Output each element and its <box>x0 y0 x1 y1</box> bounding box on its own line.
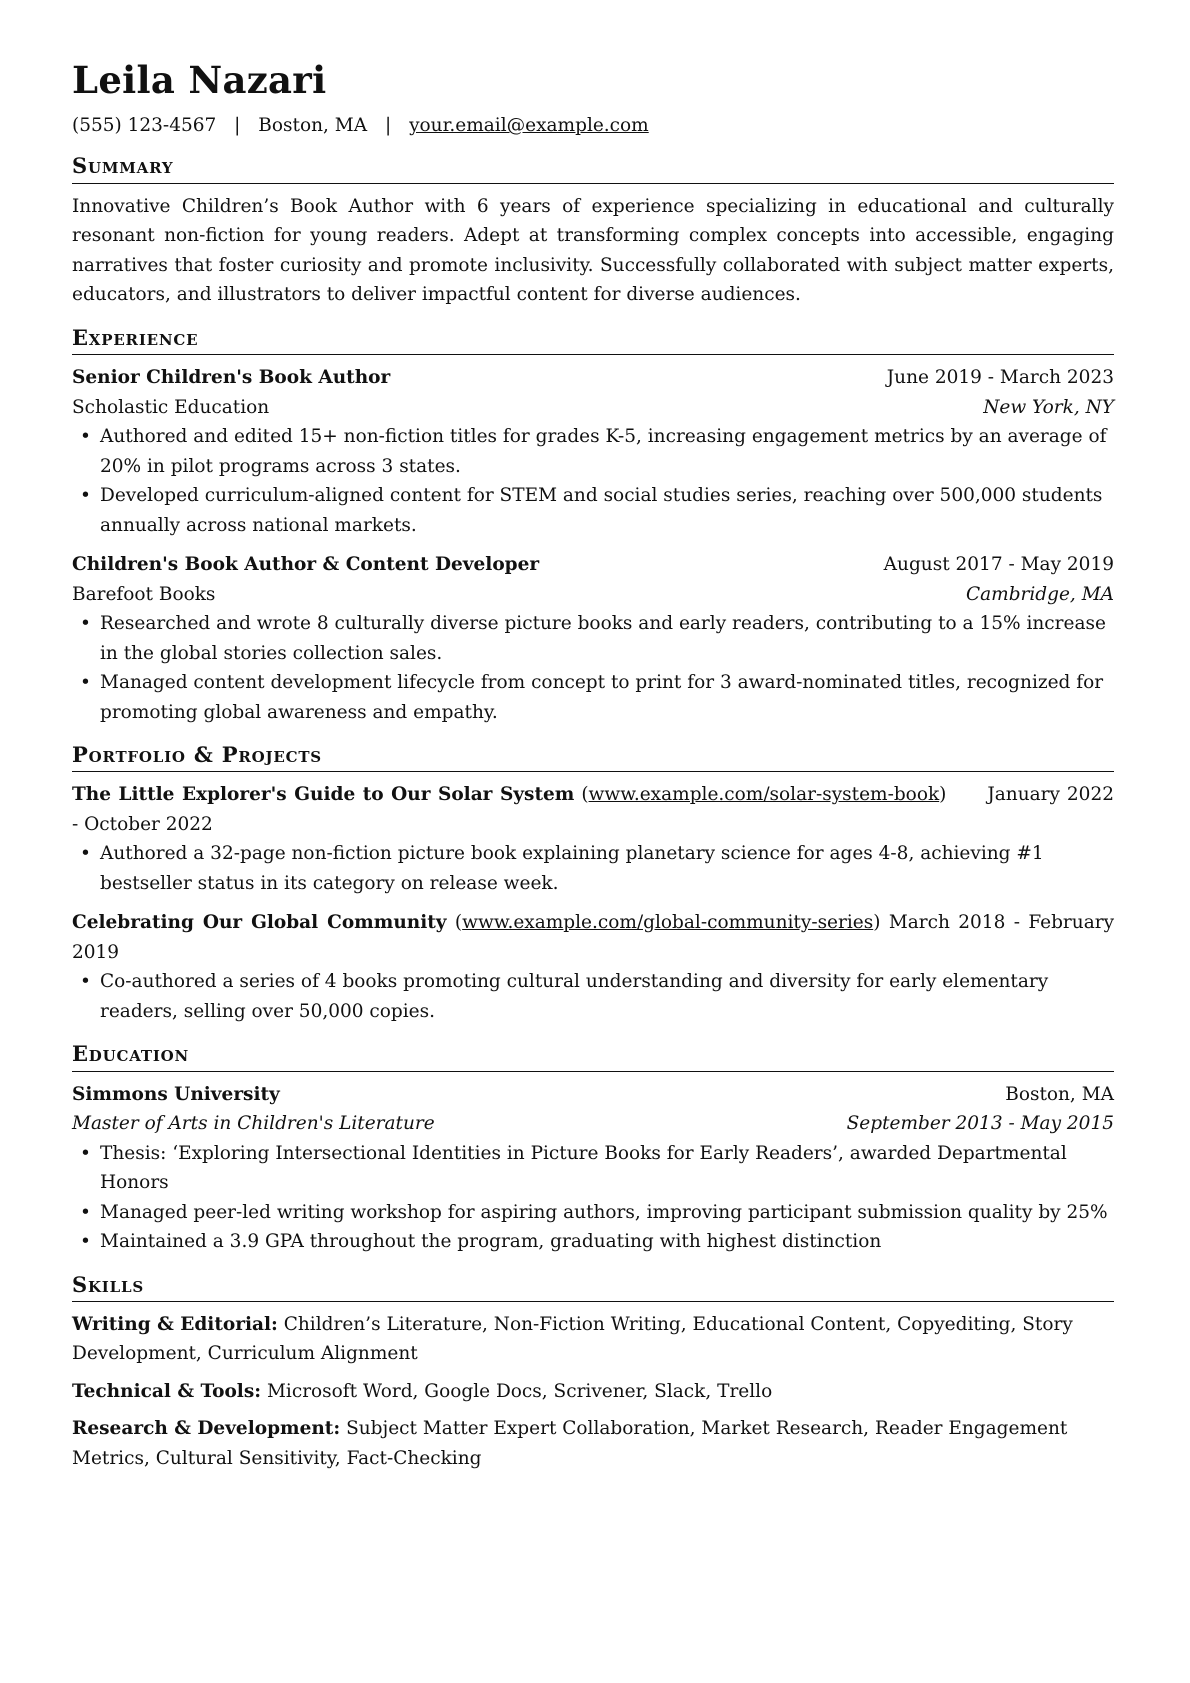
job-role: Senior Children's Book Author <box>72 367 391 389</box>
school-name: Simmons University <box>72 1083 280 1105</box>
summary-text: Innovative Children’s Book Author with 6 years of experience specializing in educational and culturally resonant non-fiction for young readers. Adept at transforming complex concepts into accessible, engaging narratives that foster curiosity and promote inclusivity. Successfully collaborated with subject matter experts, educators, and illustrators to deliver impactful content for diverse audiences. <box>72 195 1114 306</box>
education-section <box>72 1040 1114 1256</box>
skill-group <box>72 1310 1114 1369</box>
bullet-item: • Maintained a 3.9 GPA throughout the program, graduating with highest distinction <box>72 1227 1114 1257</box>
projects-section <box>72 741 1114 1026</box>
job-company: Scholastic Education <box>72 396 270 418</box>
bullet-item: • Managed content development lifecycle from concept to print for 3 award-nominated titles, recognized for promoting global awareness and empathy. <box>72 668 1114 727</box>
bullet-item: • Researched and wrote 8 culturally diverse picture books and early readers, contributing to a 15% increase in the global stories collection sales. <box>72 609 1114 668</box>
email-link[interactable]: your.email@example.com <box>409 115 649 137</box>
skill-group-label: Technical & Tools: <box>72 1380 262 1402</box>
bullet-item: • Developed curriculum-aligned content for STEM and social studies series, reaching over 500,000 students annually across national markets. <box>72 481 1114 540</box>
resume-header <box>72 58 1114 138</box>
skills-section <box>72 1271 1114 1474</box>
skill-group-label: Writing & Editorial: <box>72 1313 278 1335</box>
section-title-experience: Experience <box>72 324 1114 355</box>
job-entry <box>72 363 1114 540</box>
location: Boston, MA <box>258 115 368 137</box>
job-dates: June 2019 - March 2023 <box>886 367 1114 389</box>
contact-separator: | <box>234 115 241 137</box>
section-title-summary: Summary <box>72 152 1114 183</box>
project-link[interactable]: www.example.com/global-community-series <box>462 912 874 934</box>
bullet-item: • Co-authored a series of 4 books promoting cultural understanding and diversity for early elementary readers, selling over 50,000 copies. <box>72 967 1114 1026</box>
job-location: New York, NY <box>983 396 1114 418</box>
project-dates: January 2022 - October 2022 <box>72 784 1114 835</box>
section-title-projects: Portfolio & Projects <box>72 741 1114 772</box>
skill-group-items: Subject Matter Expert Collaboration, Market Research, Reader Engagement Metrics, Cultural Sensitivity, Fact-Checking <box>72 1418 1068 1469</box>
degree-name: Master of Arts in Children's Literature <box>72 1113 435 1135</box>
candidate-name: Leila Nazari <box>72 58 327 102</box>
contact-separator: | <box>384 115 392 137</box>
bullet-item: • Authored and edited 15+ non-fiction titles for grades K-5, increasing engagement metrics by an average of 20% in pilot programs across 3 states. <box>72 422 1114 481</box>
job-bullets <box>72 422 1114 540</box>
job-dates: August 2017 - May 2019 <box>883 554 1114 576</box>
project-entry: The Little Explorer's Guide to Our Solar System (www.example.com/solar-system-book) January 2022 - October 2022 • Authored a 32-page non-fiction picture book explaining planetary science for ages 4-8, achieving #1 bestseller status in its category on release week. <box>72 780 1114 898</box>
job-company: Barefoot Books <box>72 583 216 605</box>
job-entry <box>72 550 1114 727</box>
project-bullets <box>72 839 1114 898</box>
project-link[interactable]: www.example.com/solar-system-book <box>588 784 940 806</box>
job-role: Children's Book Author & Content Developer <box>72 554 540 576</box>
project-dates: March 2018 - February 2019 <box>72 912 1115 963</box>
section-title-skills: Skills <box>72 1271 1114 1302</box>
summary-section <box>72 152 1114 309</box>
project-name: Celebrating Our Global Community <box>72 912 447 934</box>
section-title-education: Education <box>72 1040 1114 1071</box>
job-bullets <box>72 609 1114 727</box>
experience-section <box>72 324 1114 727</box>
skill-group <box>72 1377 1114 1407</box>
skill-group-items: Microsoft Word, Google Docs, Scrivener, Slack, Trello <box>266 1380 773 1402</box>
job-location: Cambridge, MA <box>965 583 1114 605</box>
education-bullets <box>72 1139 1114 1257</box>
project-bullets <box>72 967 1114 1026</box>
bullet-item: • Thesis: ‘Exploring Intersectional Identities in Picture Books for Early Readers’, awarded Departmental Honors <box>72 1139 1114 1198</box>
project-entry: Celebrating Our Global Community (www.example.com/global-community-series) March 2018 - February 2019 • Co-authored a series of 4 books promoting cultural understanding and diversity for early elementary readers, selling over 50,000 copies. <box>72 908 1114 1026</box>
phone-number: (555) 123-4567 <box>72 115 217 137</box>
project-name: The Little Explorer's Guide to Our Solar System <box>72 784 575 806</box>
skill-group <box>72 1414 1114 1473</box>
education-dates: September 2013 - May 2015 <box>846 1113 1114 1135</box>
skill-group-items: Children’s Literature, Non-Fiction Writing, Educational Content, Copyediting, Story Development, Curriculum Alignment <box>72 1313 1073 1365</box>
bullet-item: • Managed peer-led writing workshop for aspiring authors, improving participant submission quality by 25% <box>72 1198 1114 1228</box>
skill-group-label: Research & Development: <box>72 1418 341 1440</box>
bullet-item: • Authored a 32-page non-fiction picture book explaining planetary science for ages 4-8, achieving #1 bestseller status in its category on release week. <box>72 839 1114 898</box>
school-location: Boston, MA <box>1005 1083 1114 1105</box>
contact-line <box>72 114 1114 138</box>
